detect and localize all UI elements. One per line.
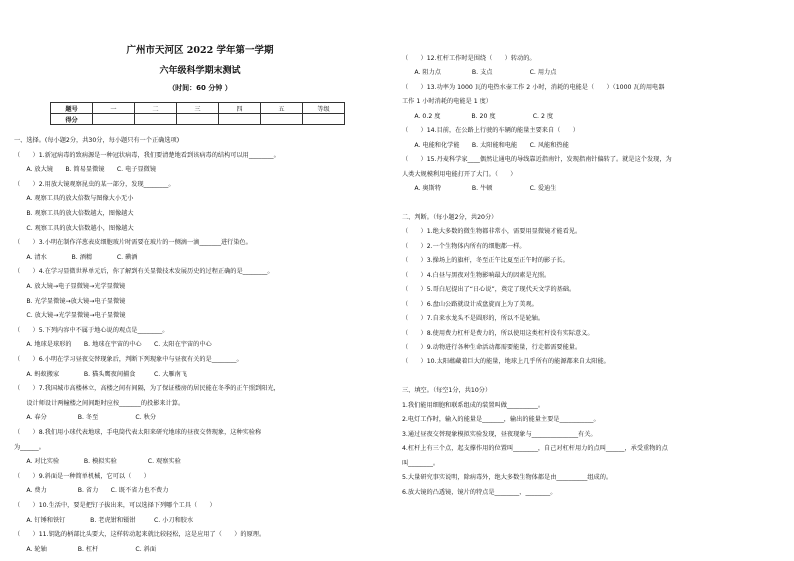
score-cell: 一 [93, 103, 135, 114]
question-line: 三、填空。（每空1分，共10分） [402, 387, 492, 395]
question-line: （ ）6.小明在学习昼夜交替现象后，判断下列现象中与昼夜有关的是________。 [14, 356, 243, 363]
question-line: A. 放大镜 B. 简易显微镜 C. 电子显微镜 [14, 166, 157, 174]
score-input-cell[interactable] [261, 114, 303, 125]
question-line: （ ）14.目前，在公路上行驶的车辆的能量主要来自（ ） [402, 127, 579, 135]
question-line: A. 轮轴 B. 杠杆 C. 斜面 [14, 545, 157, 553]
question-line: （ ）9.动物进行各种生命活动都需要能量，行走都需要能量。 [402, 344, 582, 351]
question-line: （ ）10.太阳蕴藏着巨大的能量，地球上几乎所有的能源都来自太阳能。 [402, 358, 610, 366]
exam-title: 广州市天河区 2022 学年第一学期 [126, 45, 274, 56]
exam-subtitle: 六年级科学期末测试 [159, 66, 241, 76]
question-line: C. 观察工具的放大倍数越小，图像越大 [14, 224, 134, 232]
score-input-cell[interactable] [177, 114, 219, 125]
question-line: 1.我们能用细胞和联系组成的装置叫做__________。 [402, 401, 545, 409]
exam-time: （时间：60 分钟 ） [168, 84, 232, 92]
score-cell: 二 [135, 103, 177, 114]
question-line: 6.放大镜的凸透镜，镜片的特点是________、________。 [402, 488, 557, 496]
question-line: （ ）10.生活中，要是把钉子拔出来，可以选择下列哪个工具（ ） [14, 502, 216, 509]
question-line: （ ）5.哥白尼提出了“日心说”，奠定了现代天文学的基础。 [402, 286, 576, 294]
question-line: 5.大量研究事实说明，除病毒外，绝大多数生物体都是由__________组成的。 [402, 474, 613, 482]
question-line: （ ）3.操场上的旗杆，冬至正午比夏至正午时的影子长。 [402, 257, 569, 265]
question-line: A. 清水 B. 酒精 C. 碘酒 [14, 253, 138, 261]
question-line: A. 0.2 度 B. 20 度 C. 2 度 [402, 112, 554, 120]
question-line: 设计师设计两幢楼之间间距时应按_______的投影来计算。 [14, 399, 185, 407]
question-line: （ ）1.绝大多数的微生物都非常小，需要用显微镜才能看见。 [402, 228, 582, 236]
score-cell: 四 [219, 103, 261, 114]
question-line: （ ）7.自来水龙头不是圆形的，所以不是轮轴。 [402, 315, 545, 323]
question-line: 二、判断。（每小题2分，共20分） [402, 213, 498, 221]
question-line: （ ）2.用放大镜观察昆虫的某一部分，发现________。 [14, 180, 175, 188]
question-line: A. 费力 B. 省力 C. 既不省力也不费力 [14, 487, 169, 495]
question-line: 人类大规模利用电能打开了大门。（ ） [402, 170, 517, 178]
question-line: 2.电灯工作时，输入的能量是_______，输出的能量主要是___________。 [402, 416, 600, 424]
question-line: （ ）5.下列内容中不属于地心说的观点是________。 [14, 326, 169, 334]
question-line: （ ）12.杠杆工作时是围绕（ ）转动的。 [402, 55, 536, 62]
question-line: A. 对比实验 B. 模拟实验 C. 观察实验 [14, 458, 181, 466]
question-line: B. 观察工具的放大倍数越大，图像越大 [14, 210, 134, 217]
question-line: A. 观察工具的放大倍数与图像大小无小 [14, 195, 134, 203]
question-line: A. 春分 B. 冬至 C. 秋分 [14, 414, 157, 422]
score-table-header-row [51, 103, 345, 114]
question-line: A. 地球是球形的 B. 地球在宇宙的中心 C. 太阳在宇宙的中心 [14, 341, 212, 349]
question-line: 一、选择。(每小题2分，共30分，每小题只有一个正确选项) [14, 137, 180, 144]
question-line: （ ）4.在学习显微世界单元后，你了解到有关显微技术发展历史的过程正确的是________。 [14, 268, 274, 276]
score-cell: 题号 [51, 103, 93, 114]
score-input-cell[interactable] [303, 114, 345, 125]
score-table-score-row [51, 114, 345, 125]
question-line: （ ）11.钥匙的柄部比头要大，这样转动起来就比较轻松，这是应用了（ ）的原理。 [14, 531, 266, 539]
score-cell: 五 [261, 103, 303, 114]
question-line: A. 蚂蚁搬家 B. 猫头鹰夜间捕食 C. 大雁南飞 [14, 370, 187, 378]
question-line: 为______。 [14, 443, 45, 451]
question-line: （ ）3.小明在制作洋葱表皮细胞玻片时需要在玻片的一侧滴一滴_______进行染色。 [14, 239, 252, 247]
question-line: （ ）6.盘山公路就设计成盘旋而上为了美观。 [402, 300, 538, 308]
question-line: （ ）1.新冠病毒的致病源是一种冠状病毒，我们要清楚地看到该病毒的结构可以用________。 [14, 151, 280, 159]
question-line: （ ）8.我们用小球代表地球，手电筒代表太阳来研究地球的昼夜交替现象，这种实验称 [14, 429, 262, 436]
question-line: （ ）8.使用费力杠杆是费力的，所以使用这类杠杆没有实际意义。 [402, 329, 594, 337]
question-line: （ ）2.一个生物体内所有的细胞都一样。 [402, 242, 526, 250]
score-table [50, 102, 345, 125]
score-cell: 等级 [303, 103, 345, 114]
question-line: 叫________。 [402, 459, 440, 467]
question-line: 3.通过昼夜交替现象模拟实验发现，昼夜现象与_______________有关。 [402, 430, 597, 438]
score-input-cell[interactable] [219, 114, 261, 125]
question-line: （ ）15.丹麦科学家____偶然让通电的导线靠近指南针，发现指南针偏转了。就是这个发现，为 [402, 156, 672, 164]
question-line: A. 放大镜→电子显微镜→光学显微镜 [14, 283, 126, 290]
question-line: A. 阻力点 B. 支点 C. 用力点 [402, 69, 557, 77]
question-line: A. 电能和化学能 B. 太阳能和电能 C. 风能和热能 [402, 141, 569, 149]
question-line: 工作 1 小时消耗的电能是 1 度） [402, 98, 492, 106]
score-input-cell[interactable] [93, 114, 135, 125]
question-line: （ ）13.功率为 1000 瓦的电热水壶工作 2 小时，消耗的电能是（ ）（1000 瓦的用电器 [402, 83, 665, 91]
score-cell: 三 [177, 103, 219, 114]
question-line: C. 放大镜→光学显微镜→电子显微镜 [14, 312, 126, 320]
question-line: （ ）7.我国城市高楼林立，高楼之间有间隔，为了保证楼房的居民能在冬季的正午照到阳光， [14, 385, 280, 393]
question-line: A. 钉锤和铁钉 B. 老虎钳和镊钳 C. 小刀和胶水 [14, 516, 194, 524]
question-line: （ ）4.白昼与黑夜对生物影响最大的因素是光照。 [402, 271, 551, 279]
question-line: A. 奥斯特 B. 牛顿 C. 爱迪生 [402, 185, 557, 193]
score-input-cell[interactable] [135, 114, 177, 125]
score-cell: 得分 [51, 114, 93, 125]
question-line: B. 光学显微镜→放大镜→电子显微镜 [14, 297, 126, 305]
question-line: （ ）9.斜面是一种简单机械，它可以（ ） [14, 472, 150, 480]
question-line: 4.杠杆上有三个点，起支撑作用的位置叫________，自己对杠杆用力的点叫______，承受重物的点 [402, 445, 668, 453]
